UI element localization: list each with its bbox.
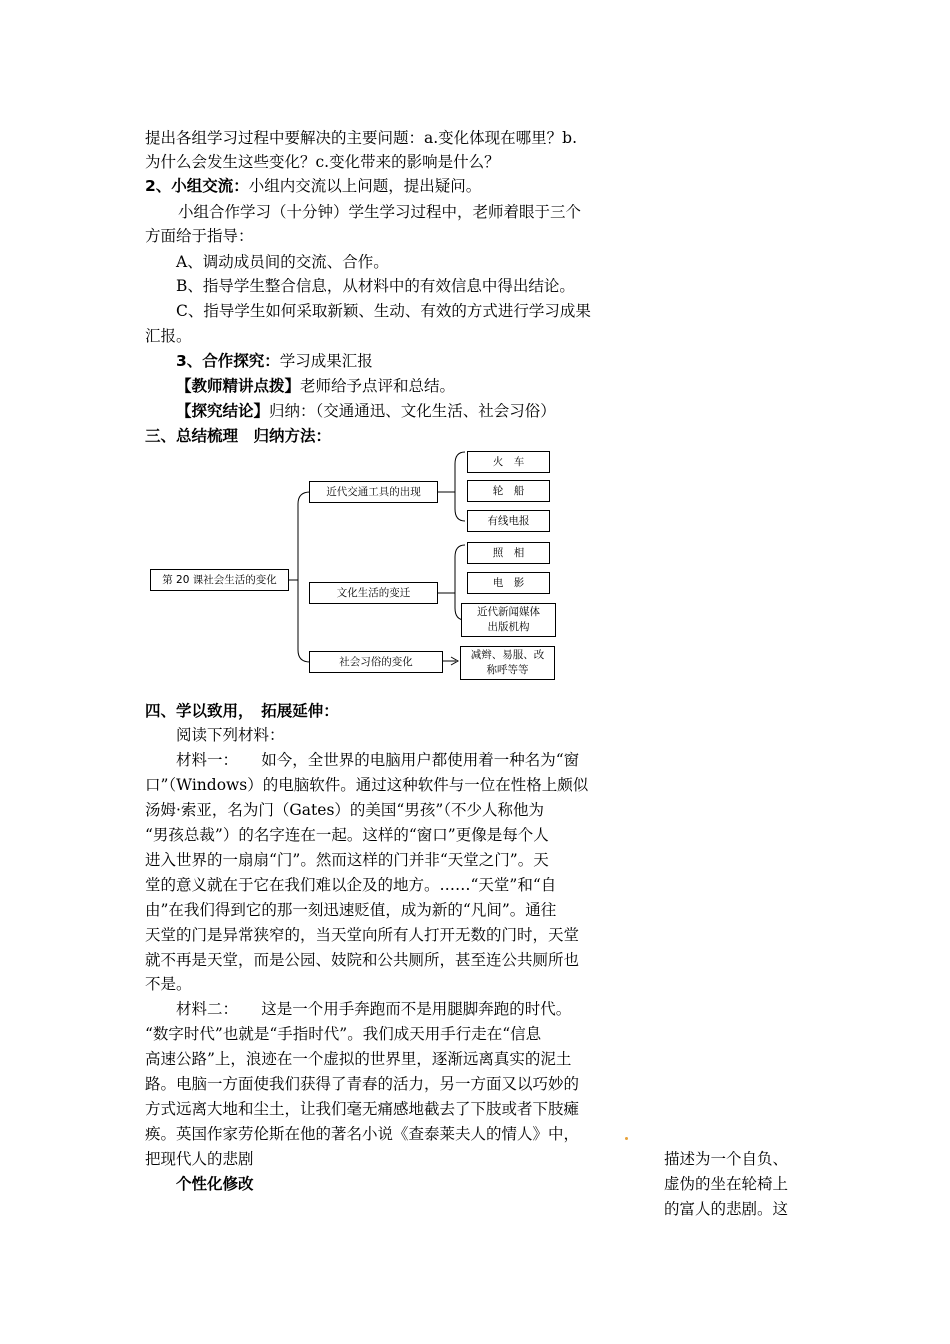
side-text-line: 虚伪的坐在轮椅上	[664, 1175, 789, 1193]
text-line: 进入世界的一扇扇“门”。然而这样的门并非“天堂之门”。天	[145, 851, 549, 869]
section-heading-summary: 三、总结梳理 归纳方法：	[145, 427, 332, 445]
text-line: 汤姆·索亚，名为门（Gates）的美国“男孩”（不少人称他为	[145, 801, 545, 819]
mind-map-branch-customs: 社会习俗的变化	[309, 651, 443, 673]
text-line: 由”在我们得到它的那一刻迅速贬值，成为新的“凡间”。通往	[145, 901, 557, 919]
mind-map-leaf-ship: 轮 船	[467, 480, 550, 502]
text-line: A、调动成员间的交流、合作。	[176, 253, 389, 271]
text-span: 归纳：（交通通迅、文化生活、社会习俗）	[269, 402, 556, 420]
text-line: C、指导学生如何采取新颖、生动、有效的方式进行学习成果	[176, 302, 591, 320]
text-line: 路。电脑一方面使我们获得了青春的活力，另一方面又以巧妙的	[145, 1075, 580, 1093]
text-line: 天堂的门是异常狭窄的，当天堂向所有人打开无数的门时，天堂	[145, 926, 580, 944]
teacher-guide-heading: 【教师精讲点拨】	[176, 377, 301, 395]
text-line: 方式远离大地和尘土，让我们毫无痛感地截去了下肢或者下肢瘫	[145, 1100, 580, 1118]
conclusion-heading: 【探究结论】	[176, 402, 270, 420]
side-text-line: 的富人的悲剧。这	[664, 1200, 789, 1218]
section-3-heading: 3、合作探究：	[176, 352, 280, 370]
text-line: 汇报。	[145, 327, 192, 345]
text-line: “男孩总裁”）的名字连在一起。这样的“窗口”更像是每个人	[145, 826, 549, 844]
text-line: 口”（Windows）的电脑软件。通过这种软件与一位在性格上颇似	[145, 776, 589, 794]
text-line: 提出各组学习过程中要解决的主要问题：a.变化体现在哪里？b.	[145, 129, 578, 147]
mind-map-leaf-photo: 照 相	[467, 542, 550, 564]
text-line: 不是。	[145, 975, 192, 993]
leaf-line: 减辫、易服、改	[470, 649, 545, 661]
text-line: 为什么会发生这些变化？c.变化带来的影响是什么？	[145, 153, 500, 171]
text-line: 方面给于指导：	[145, 227, 254, 245]
mind-map-leaf-customs	[460, 646, 555, 680]
side-text-line: 描述为一个自负、	[664, 1150, 789, 1168]
mind-map-branch-transport: 近代交通工具的出现	[309, 481, 438, 503]
text-line: 材料二： 这是一个用手奔跑而不是用腿脚奔跑的时代。	[176, 1000, 572, 1018]
text-line: 就不再是天堂，而是公园、妓院和公共厕所，甚至连公共厕所也	[145, 951, 580, 969]
section-heading-application: 四、学以致用， 拓展延伸：	[145, 702, 339, 720]
mind-map-leaf-telegraph: 有线电报	[467, 510, 550, 532]
text-line: “数字时代”也就是“手指时代”。我们成天用手行走在“信息	[145, 1025, 542, 1043]
mind-map-root: 第 20 课社会生活的变化	[150, 569, 289, 591]
text-line: 阅读下列材料：	[176, 726, 285, 744]
annotation-dot	[625, 1137, 628, 1140]
mind-map-leaf-train: 火 车	[467, 451, 550, 473]
mind-map-leaf-movie: 电 影	[467, 572, 550, 594]
text-span: 小组内交流以上问题，提出疑问。	[248, 177, 482, 195]
text-line: 把现代人的悲剧	[145, 1150, 254, 1168]
mind-map-branch-culture: 文化生活的变迁	[309, 582, 438, 604]
mind-map-leaf-media	[461, 603, 556, 637]
text-span: 老师给予点评和总结。	[300, 377, 456, 395]
text-line: 小组合作学习（十分钟）学生学习过程中，老师着眼于三个	[178, 203, 582, 221]
text-line: 痪。英国作家劳伦斯在他的著名小说《查泰莱夫人的情人》中，	[145, 1125, 580, 1143]
leaf-line: 称呼等等	[486, 664, 529, 676]
leaf-line: 近代新闻媒体	[477, 606, 540, 618]
leaf-line: 出版机构	[487, 621, 530, 633]
personalized-edit-heading: 个性化修改	[176, 1175, 254, 1193]
text-line: B、指导学生整合信息，从材料中的有效信息中得出结论。	[176, 277, 575, 295]
section-2-heading: 2、小组交流：	[145, 177, 249, 195]
text-line: 材料一： 如今，全世界的电脑用户都使用着一种名为“窗	[176, 751, 580, 769]
text-span: 学习成果汇报	[279, 352, 373, 370]
text-line: 堂的意义就在于它在我们难以企及的地方。……“天堂”和“自	[145, 876, 557, 894]
text-line: 高速公路”上，浪迹在一个虚拟的世界里，逐渐远离真实的泥土	[145, 1050, 572, 1068]
